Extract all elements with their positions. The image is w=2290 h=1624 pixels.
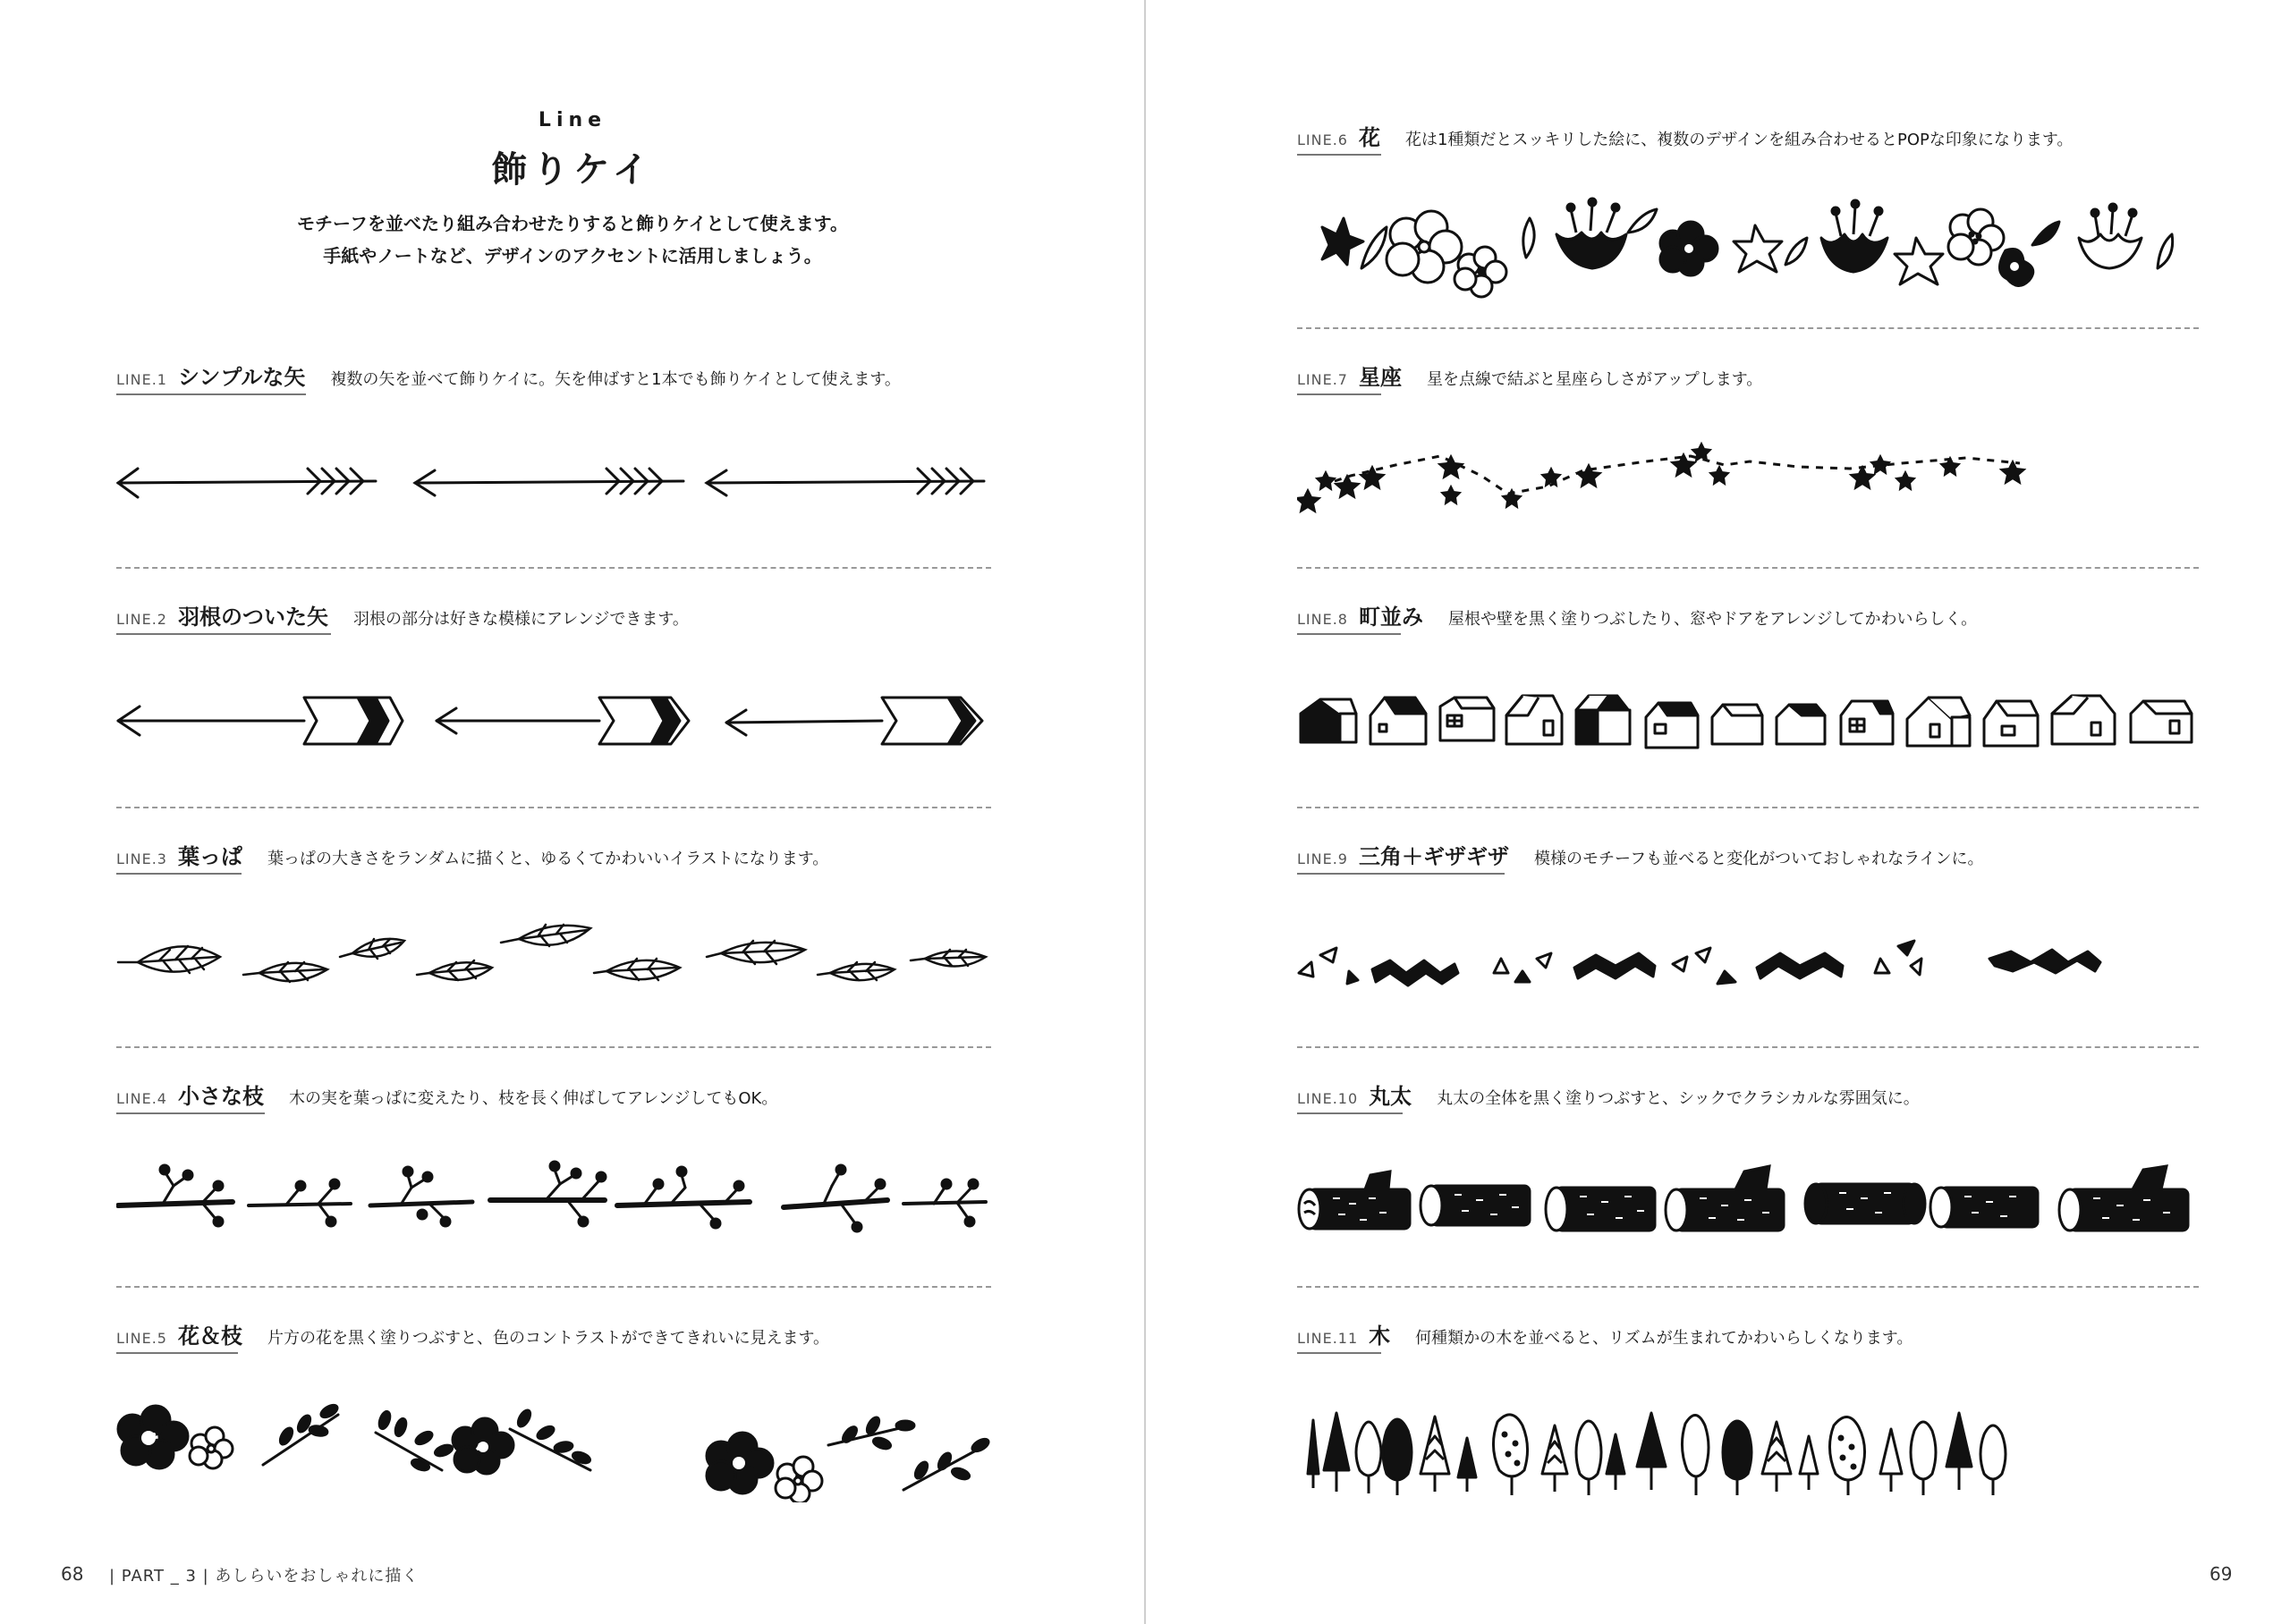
tree-12: [1682, 1415, 1709, 1495]
branch-6: [784, 1165, 887, 1231]
log-2: [1421, 1186, 1530, 1225]
name-underline: [116, 1352, 238, 1354]
branch-4: [490, 1162, 606, 1226]
white-flower-1: [190, 1427, 233, 1468]
section-line6: [1297, 120, 2199, 358]
leaves-illustration: [116, 901, 991, 1023]
tree-14: [1762, 1422, 1791, 1492]
log-4: [1666, 1166, 1784, 1231]
flower-black-2: [1999, 250, 2032, 286]
section-tag: LINE.6: [1297, 131, 1348, 148]
section-name: 丸太: [1369, 1084, 1412, 1109]
section-name: シンプルな矢: [177, 365, 306, 390]
tree-19: [1946, 1413, 1972, 1490]
tree-1: [1308, 1420, 1319, 1488]
leaf-8: [818, 962, 895, 980]
white-flower-2: [776, 1457, 822, 1502]
log-7: [2059, 1166, 2188, 1231]
section-desc: 何種類かの木を並べると、リズムが生まれてかわいらしくなります。: [1415, 1329, 1913, 1348]
branch-e: [903, 1437, 990, 1490]
flower-dotted: [1948, 209, 2004, 265]
flower-round-white: [1387, 211, 1462, 283]
log-6: [1930, 1188, 2038, 1227]
section-name: 小さな枝: [177, 1084, 264, 1109]
kicker: Line: [538, 109, 607, 131]
zigzag-3: [1757, 953, 1843, 978]
small-branches-illustration: [116, 1141, 991, 1263]
flower-star-1: [1322, 218, 1363, 265]
section-tag: LINE.9: [1297, 850, 1348, 867]
house-5: [1576, 696, 1630, 744]
section-tag: LINE.10: [1297, 1090, 1359, 1107]
leaf-a: [1361, 227, 1387, 268]
tree-16: [1829, 1417, 1864, 1495]
section-name: 花＆枝: [177, 1324, 242, 1349]
flowers-and-branches-illustration: [116, 1381, 991, 1502]
tree-6: [1458, 1438, 1476, 1492]
tree-2: [1324, 1413, 1349, 1492]
tree-9: [1576, 1421, 1601, 1495]
tree-3: [1356, 1422, 1381, 1493]
tree-7: [1493, 1415, 1527, 1495]
dashed-divider: [1297, 807, 2199, 808]
lead-text: [0, 207, 1145, 272]
branch-1: [118, 1165, 233, 1226]
log-3: [1546, 1188, 1655, 1231]
running-head: | PART _ 3 | あしらいをおしゃれに描く: [109, 1567, 420, 1586]
page-number-left: 68: [61, 1563, 84, 1585]
tree-4: [1383, 1419, 1412, 1495]
flower-star-outline-2: [1895, 238, 1943, 284]
flower-black-round: [1660, 222, 1718, 275]
section-line2: [116, 599, 991, 837]
section-desc: 屋根や壁を黒く塗りつぶしたり、窓やドアをアレンジしてかわいらしく。: [1447, 610, 1978, 629]
branch-b: [376, 1410, 454, 1472]
branch-d: [828, 1416, 914, 1451]
leaf-6: [594, 959, 680, 980]
log-1: [1299, 1171, 1410, 1229]
stars: [1297, 444, 2024, 512]
name-underline: [1297, 393, 1381, 395]
branch-a: [263, 1403, 339, 1465]
house-1: [1301, 699, 1356, 742]
tree-13: [1723, 1421, 1751, 1495]
leaf-5: [501, 925, 590, 946]
section-line7: [1297, 359, 2199, 597]
house-8: [1777, 705, 1825, 744]
tulip-1: [1556, 199, 1626, 268]
leaf-1: [118, 946, 220, 973]
house-4: [1506, 696, 1562, 744]
tree-20: [1980, 1425, 2006, 1495]
name-underline: [1297, 1352, 1381, 1354]
dashed-divider: [1297, 327, 2199, 329]
section-name: 町並み: [1358, 605, 1423, 630]
section-desc: 複数の矢を並べて飾りケイに。矢を伸ばすと1本でも飾りケイとして使えます。: [330, 370, 901, 389]
leaf-e: [2032, 222, 2059, 245]
log-5: [1805, 1184, 1925, 1223]
tree-5: [1421, 1417, 1449, 1492]
branch-3: [370, 1167, 472, 1226]
leaf-d: [1785, 238, 1807, 265]
section-line11: [1297, 1318, 2199, 1556]
lead-line-2: 手紙やノートなど、デザインのアクセントに活用しましょう。: [323, 245, 822, 266]
branch-c: [510, 1408, 591, 1470]
logs-illustration: [1297, 1141, 2199, 1263]
name-underline: [1297, 1112, 1403, 1114]
tree-17: [1880, 1429, 1902, 1492]
zigzag-1: [1372, 960, 1458, 985]
dashed-divider: [116, 567, 991, 569]
house-6: [1646, 703, 1698, 748]
section-line10: [1297, 1078, 2199, 1316]
constellation-illustration: [1297, 422, 2199, 544]
section-name: 木: [1369, 1324, 1391, 1349]
right-page: [1145, 0, 2290, 1624]
triangles-3: [1673, 948, 1735, 984]
name-underline: [116, 873, 242, 875]
zigzag-2: [1574, 953, 1655, 978]
section-tag: LINE.4: [116, 1090, 167, 1107]
branch-7: [903, 1180, 986, 1226]
name-underline: [1297, 873, 1505, 875]
house-10: [1907, 698, 1970, 746]
section-name: 三角＋ギザギザ: [1358, 844, 1509, 869]
feathered-arrows-illustration: [116, 662, 991, 783]
section-tag: LINE.3: [116, 850, 167, 867]
triangles-zigzag-illustration: [1297, 901, 2199, 1023]
house-9: [1841, 701, 1893, 744]
name-underline: [116, 633, 331, 635]
dashed-divider: [1297, 567, 2199, 569]
section-line4: [116, 1078, 991, 1316]
simple-arrow-3: [707, 469, 984, 495]
section-line8: [1297, 599, 2199, 837]
page-title: 飾りケイ: [491, 149, 654, 190]
branch-2: [249, 1180, 351, 1226]
triangles-1: [1299, 948, 1358, 984]
section-desc: 星を点線で結ぶと星座らしさがアップします。: [1426, 370, 1763, 389]
house-7: [1712, 705, 1762, 744]
section-tag: LINE.11: [1297, 1330, 1359, 1347]
section-desc: 片方の花を黒く塗りつぶすと、色のコントラストができてきれいに見えます。: [267, 1329, 830, 1348]
dashed-divider: [1297, 1046, 2199, 1048]
section-desc: 羽根の部分は好きな模様にアレンジできます。: [352, 610, 689, 629]
section-name: 花: [1358, 125, 1380, 150]
feathered-arrow-3: [726, 698, 982, 744]
section-tag: LINE.8: [1297, 611, 1348, 628]
triangles-2: [1494, 953, 1551, 982]
section-tag: LINE.7: [1297, 371, 1348, 388]
simple-arrows-illustration: [116, 422, 991, 544]
leaf-3: [340, 939, 404, 959]
tree-10: [1607, 1434, 1624, 1490]
black-flower-1: [118, 1406, 188, 1468]
leaf-2: [243, 962, 327, 982]
tulip-3: [2079, 204, 2142, 268]
house-2: [1370, 698, 1426, 744]
lead-line-1: モチーフを並べたり組み合わせたりすると飾りケイとして使えます。: [297, 213, 848, 234]
name-underline: [1297, 633, 1401, 635]
section-tag: LINE.2: [116, 611, 167, 628]
trees-illustration: [1297, 1381, 2199, 1502]
section-desc: 花は1種類だとスッキリした絵に、複数のデザインを組み合わせるとPOPな印象になります。: [1404, 131, 2074, 149]
branch-5: [617, 1167, 750, 1228]
simple-arrow-2: [415, 469, 683, 495]
dashed-divider: [116, 1286, 991, 1288]
section-tag: LINE.5: [116, 1330, 167, 1347]
dashed-divider: [116, 1046, 991, 1048]
section-line1: [116, 359, 991, 597]
leaf-b: [1523, 218, 1534, 258]
townscape-illustration: [1297, 662, 2199, 783]
feathered-arrow-1: [118, 698, 403, 744]
leaf-7: [707, 941, 805, 964]
leaf-4: [417, 960, 492, 980]
section-line3: [116, 839, 991, 1077]
flowers-illustration: [1297, 182, 2199, 304]
leaf-f: [2158, 234, 2173, 268]
section-name: 羽根のついた矢: [177, 605, 328, 630]
section-tag: LINE.1: [116, 371, 167, 388]
black-flower-2: [453, 1418, 513, 1474]
name-underline: [116, 1112, 265, 1114]
leaf-9: [911, 950, 986, 967]
tree-18: [1911, 1422, 1936, 1495]
house-3: [1440, 698, 1494, 740]
black-flower-3: [707, 1433, 773, 1493]
section-desc: 木の実を葉っぱに変えたり、枝を長く伸ばしてアレンジしてもOK。: [288, 1089, 778, 1108]
zigzag-4: [1989, 950, 2100, 973]
house-12: [2052, 696, 2115, 744]
house-11: [1984, 701, 2038, 746]
section-name: 星座: [1358, 365, 1402, 390]
dashed-divider: [116, 807, 991, 808]
section-name: 葉っぱ: [177, 844, 242, 869]
simple-arrow-1: [118, 469, 376, 497]
section-line5: [116, 1318, 991, 1556]
tree-11: [1637, 1413, 1666, 1490]
name-underline: [1297, 154, 1381, 156]
dashed-divider: [1297, 1286, 2199, 1288]
tree-8: [1542, 1425, 1567, 1492]
name-underline: [116, 393, 306, 395]
leaf-c: [1628, 209, 1657, 233]
feathered-arrow-2: [437, 698, 689, 744]
triangles-4: [1875, 941, 1921, 975]
house-13: [2131, 701, 2192, 742]
tree-15: [1800, 1436, 1818, 1490]
flower-star-outline: [1734, 225, 1782, 272]
section-desc: 葉っぱの大きさをランダムに描くと、ゆるくてかわいいイラストになります。: [267, 850, 829, 868]
section-desc: 模様のモチーフも並べると変化がついておしゃれなラインに。: [1533, 850, 1984, 868]
section-desc: 丸太の全体を黒く塗りつぶすと、シックでクラシカルな雰囲気に。: [1437, 1089, 1920, 1108]
tulip-2: [1821, 200, 1887, 272]
flower-small-white: [1455, 247, 1506, 297]
page-number-right: 69: [2209, 1563, 2233, 1585]
section-line9: [1297, 839, 2199, 1077]
